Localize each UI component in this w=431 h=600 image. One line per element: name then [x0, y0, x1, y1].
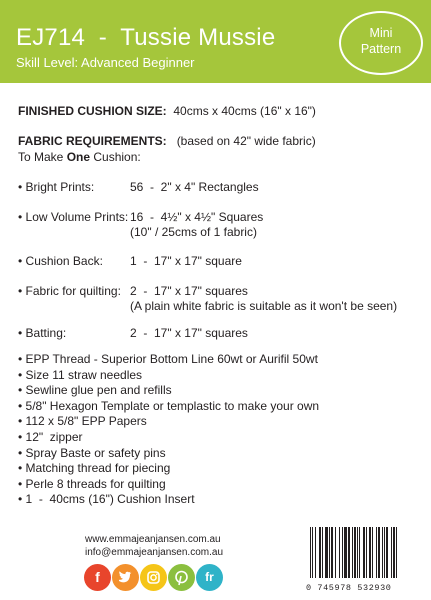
- barcode-bar: [378, 527, 380, 578]
- barcode-bar: [384, 527, 385, 578]
- fabric-requirements-label: FABRIC REQUIREMENTS:: [18, 134, 167, 148]
- barcode-bar: [331, 527, 333, 578]
- finished-size-label: FINISHED CUSHION SIZE:: [18, 104, 167, 118]
- barcode-digits: 0 745978 532930: [306, 583, 392, 593]
- fabric-row-value: 2 - 17" x 17" squares: [130, 284, 248, 298]
- barcode-bar: [322, 527, 323, 578]
- flickr-glyph: fr: [205, 570, 214, 584]
- fabric-row-value-2: (A plain white fabric is suitable as it won't be seen): [130, 299, 398, 313]
- list-item: • Perle 8 threads for quilting: [18, 476, 166, 491]
- barcode-bar: [342, 527, 343, 578]
- fabric-row-value-2: (10" / 25cms of 1 fabric): [130, 225, 257, 239]
- make-suffix: Cushion:: [90, 150, 141, 164]
- skill-level: Skill Level: Advanced Beginner: [16, 55, 195, 70]
- barcode-bar: [352, 527, 353, 578]
- fabric-row-label: • Batting:: [18, 326, 67, 340]
- make-one-cushion: [18, 150, 141, 164]
- fabric-row-value: 56 - 2" x 4" Rectangles: [130, 180, 259, 194]
- instagram-icon[interactable]: [140, 564, 167, 591]
- barcode-bar: [315, 527, 316, 578]
- barcode-bar: [393, 527, 395, 578]
- list-item: • 112 x 5/8" EPP Papers: [18, 414, 147, 429]
- barcode-bar: [357, 527, 358, 578]
- barcode-bar: [391, 527, 392, 578]
- fabric-requirements-note: (based on 42" wide fabric): [176, 134, 316, 148]
- pattern-title: EJ714 - Tussie Mussie: [16, 24, 276, 51]
- list-item: • EPP Thread - Superior Bottom Line 60wt or Aurifil 50wt: [18, 352, 318, 366]
- notions-list: [18, 352, 319, 508]
- fabric-row-value: 1 - 17" x 17" square: [130, 254, 242, 268]
- fabric-row-label: • Bright Prints:: [18, 180, 95, 194]
- finished-size-value: 40cms x 40cms (16" x 16"): [173, 104, 316, 118]
- barcode-bar: [335, 527, 336, 578]
- barcode-bar: [312, 527, 313, 578]
- barcode-bar: [386, 527, 388, 578]
- barcode-bar: [344, 527, 347, 578]
- barcode-bar: [359, 527, 360, 578]
- barcode-bar: [329, 527, 330, 578]
- contact-links: [85, 533, 223, 559]
- barcode-bar: [382, 527, 383, 578]
- badge-line-2: Pattern: [360, 42, 402, 56]
- fabric-requirements-heading: [18, 134, 316, 148]
- facebook-icon[interactable]: [84, 564, 111, 591]
- fabric-row-value: 16 - 4½" x 4½" Squares: [130, 210, 264, 224]
- barcode-bar: [366, 527, 367, 578]
- list-item: • Sewline glue pen and refills: [18, 383, 172, 398]
- list-item: • Matching thread for piecing: [18, 461, 171, 476]
- list-item: • Size 11 straw needles: [18, 367, 143, 382]
- barcode-bar: [348, 527, 350, 578]
- website-link[interactable]: www.emmajeanjansen.com.au: [85, 534, 221, 545]
- barcode-bar: [372, 527, 373, 578]
- list-item: • Spray Baste or safety pins: [18, 445, 166, 460]
- make-bold: One: [66, 150, 91, 164]
- fabric-row-label: • Cushion Back:: [18, 254, 103, 268]
- barcode-bar: [376, 527, 377, 578]
- fabric-row-label: • Fabric for quilting:: [18, 284, 121, 298]
- barcode-bar: [325, 527, 328, 578]
- fabric-row-value: 2 - 17" x 17" squares: [130, 326, 248, 340]
- finished-size: [18, 104, 316, 118]
- barcode-bar: [363, 527, 365, 578]
- list-item: • 12" zipper: [18, 429, 83, 444]
- barcode-bar: [310, 527, 311, 578]
- barcode: [306, 525, 421, 580]
- list-item: • 5/8" Hexagon Template or templastic to make your own: [18, 398, 320, 413]
- barcode-bar: [396, 527, 397, 578]
- email-link[interactable]: info@emmajeanjansen.com.au: [85, 547, 224, 558]
- barcode-bar: [369, 527, 371, 578]
- pinterest-icon[interactable]: [168, 564, 195, 591]
- twitter-icon[interactable]: [112, 564, 139, 591]
- barcode-bar: [339, 527, 340, 578]
- mini-pattern-badge-text: [339, 25, 423, 57]
- list-item: • 1 - 40cms (16") Cushion Insert: [18, 492, 195, 507]
- facebook-glyph: f: [95, 569, 100, 585]
- flickr-icon[interactable]: [196, 564, 223, 591]
- barcode-bar: [354, 527, 356, 578]
- fabric-row-label: • Low Volume Prints:: [18, 210, 129, 224]
- barcode-bar: [319, 527, 321, 578]
- make-prefix: To Make: [18, 150, 67, 164]
- badge-line-1: Mini: [369, 26, 393, 40]
